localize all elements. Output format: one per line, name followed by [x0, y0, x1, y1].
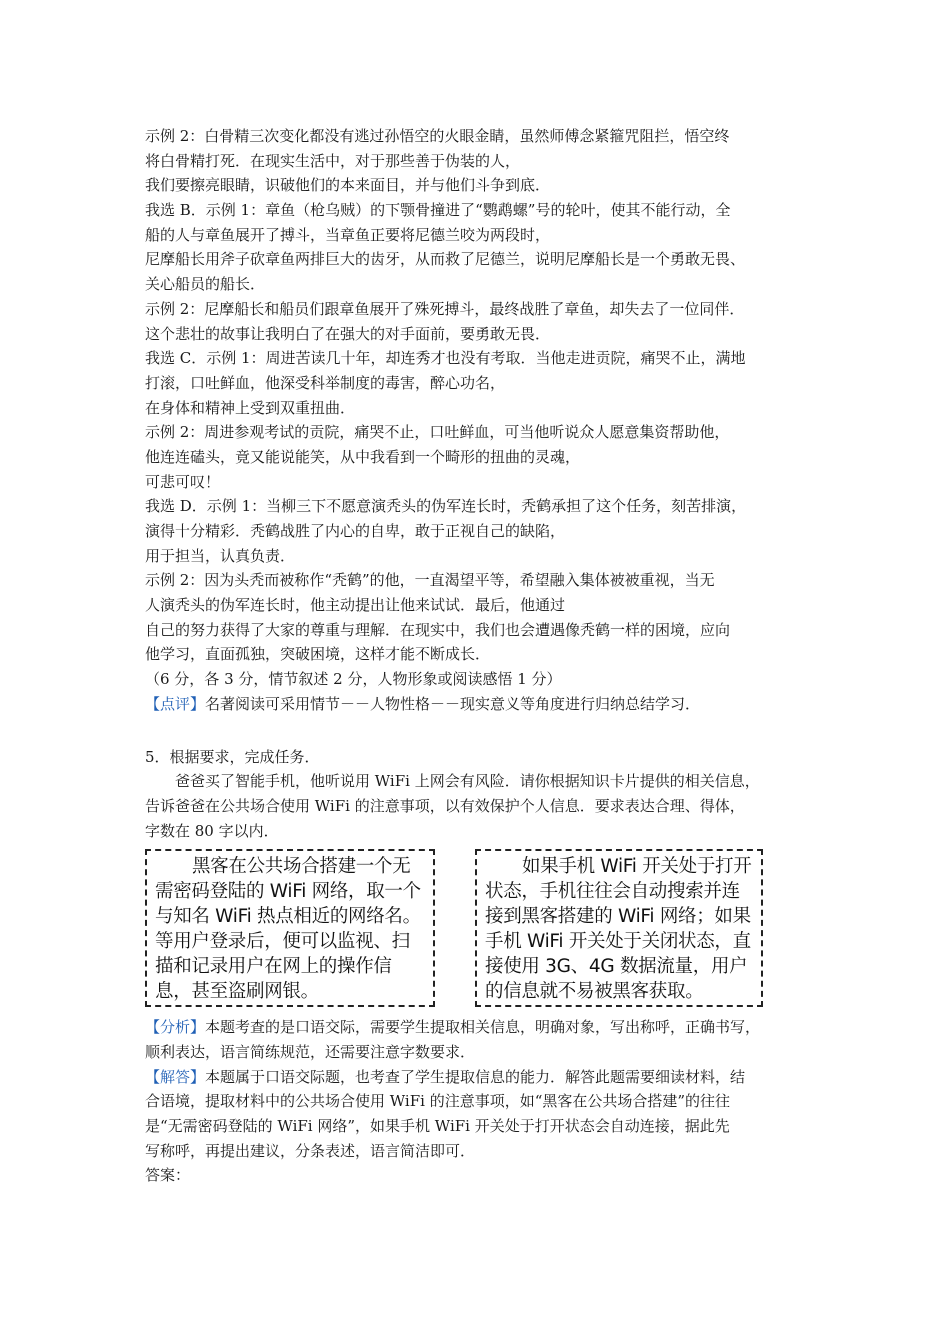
- question-title: 5．根据要求，完成任务．: [145, 747, 320, 766]
- section4-answers: [145, 124, 825, 717]
- answer-label: 答案：: [145, 1166, 191, 1185]
- knowledge-card-left: [145, 849, 435, 1007]
- text-line: （6 分，各 3 分，情节叙述 2 分，人物形象或阅读感悟 1 分）: [145, 670, 562, 689]
- text-line: 关心船员的船长．: [145, 275, 266, 294]
- section-gap: [145, 717, 825, 745]
- knowledge-cards: [145, 849, 825, 1011]
- answer-line: 合语境，提取材料中的公共场合使用 WiFi 的注意事项，如“黑客在公共场合搭建”的往往: [145, 1092, 731, 1111]
- card-left-text: 黑客在公共场合搭建一个无需密码登陆的 WiFi 网络，取一个与知名 WiFi 热点相近的网络名。等用户登录后，便可以监视、扫描和记录用户在网上的操作信息，甚至盗刷网银。: [155, 856, 421, 1003]
- knowledge-card-right: [475, 849, 763, 1007]
- comment-tag: 【点评】: [145, 694, 206, 713]
- document-body: [145, 124, 825, 1188]
- comment-text: 名著阅读可采用情节－－人物性格－－现实意义等角度进行归纳总结学习．: [205, 694, 701, 713]
- answer-line: [145, 1065, 825, 1090]
- text-line: 示例 2：周进参观考试的贡院，痛哭不止，口吐鲜血，可当他听说众人愿意集资帮助他，: [145, 423, 730, 442]
- text-line: 示例 2：尼摩船长和船员们跟章鱼展开了殊死搏斗，最终战胜了章鱼，却失去了一位同伴．: [145, 299, 745, 318]
- prompt-line: 字数在 80 字以内．: [145, 821, 279, 840]
- card-right-text: 如果手机 WiFi 开关处于打开状态，手机往往会自动搜索并连接到黑客搭建的 WiFi 网络；如果手机 WiFi 开关处于关闭状态，直接使用 3G、4G 数据流量，用户的信息就不易被黑客获取。: [485, 856, 752, 1003]
- text-line: 自己的努力获得了大家的尊重与理解．在现实中，我们也会遭遇像秃鹤一样的困境，应向: [145, 620, 731, 639]
- text-line: 示例 2：白骨精三次变化都没有逃过孙悟空的火眼金睛，虽然师傅念紧箍咒阻拦，悟空终: [145, 127, 730, 145]
- text-line: 他连连磕头，竟又能说能笑，从中我看到一个畸形的扭曲的灵魂，: [145, 447, 581, 466]
- answer-line: 是“无需密码登陆的 WiFi 网络”，如果手机 WiFi 开关处于打开状态会自动连接，据此先: [145, 1117, 730, 1135]
- text-line: 演得十分精彩．秃鹤战胜了内心的自卑，敢于正视自己的缺陷，: [145, 522, 566, 540]
- text-line: 尼摩船长用斧子砍章鱼两排巨大的齿牙，从而救了尼德兰，说明尼摩船长是一个勇敢无畏、: [145, 250, 746, 269]
- prompt-line: 告诉爸爸在公共场合使用 WiFi 的注意事项，以有效保护个人信息．要求表达合理、得体，: [145, 796, 745, 815]
- text-line: 用于担当，认真负责．: [145, 546, 296, 565]
- text-line: 船的人与章鱼展开了搏斗，当章鱼正要将尼德兰咬为两段时，: [145, 225, 551, 244]
- text-line: 我选 B．示例 1：章鱼（枪乌贼）的下颚骨撞进了“鹦鹉螺”号的轮叶，使其不能行动，全: [145, 201, 731, 220]
- prompt-line: 爸爸买了智能手机，他听说用 WiFi 上网会有风险．请你根据知识卡片提供的相关信息，: [145, 772, 760, 791]
- question-5: [145, 745, 825, 1189]
- comment-line: [145, 692, 825, 717]
- analysis-tag: 【分析】: [145, 1018, 206, 1037]
- answer-text: 本题属于口语交际题，也考查了学生提取信息的能力．解答此题需要细读材料，结: [205, 1067, 746, 1086]
- text-line: 人演秃头的伪军连长时，他主动提出让他来试试．最后，他通过: [145, 596, 566, 615]
- text-line: 我选 D．示例 1：当柳三下不愿意演秃头的伪军连长时，秃鹤承担了这个任务，刻苦排演，: [145, 497, 747, 516]
- text-line: 我们要擦亮眼睛，识破他们的本来面目，并与他们斗争到底．: [145, 176, 551, 195]
- text-line: 这个悲壮的故事让我明白了在强大的对手面前，要勇敢无畏．: [145, 324, 551, 343]
- text-line: 将白骨精打死．在现实生活中，对于那些善于伪装的人，: [145, 151, 521, 170]
- analysis-line: 顺利表达，语言简练规范，还需要注意字数要求．: [145, 1042, 476, 1061]
- text-line: 在身体和精神上受到双重扭曲．: [145, 398, 356, 417]
- analysis-text: 本题考查的是口语交际，需要学生提取相关信息，明确对象，写出称呼，正确书写，: [205, 1018, 761, 1037]
- text-line: 示例 2：因为头秃而被称作“秃鹤”的他，一直渴望平等，希望融入集体被被重视，当无: [145, 571, 715, 590]
- text-line: 我选 C．示例 1：周进苦读几十年，却连秀才也没有考取．当他走进贡院，痛哭不止，满地: [145, 349, 746, 368]
- text-line: 可悲可叹！: [145, 472, 221, 491]
- answer-tag: 【解答】: [145, 1067, 206, 1086]
- text-line: 打滚，口吐鲜血，他深受科举制度的毒害，醉心功名，: [145, 373, 506, 392]
- answer-line: 写称呼，再提出建议，分条表述，语言简洁即可．: [145, 1141, 476, 1160]
- analysis-line: [145, 1015, 825, 1040]
- text-line: 他学习，直面孤独，突破困境，这样才能不断成长．: [145, 645, 491, 664]
